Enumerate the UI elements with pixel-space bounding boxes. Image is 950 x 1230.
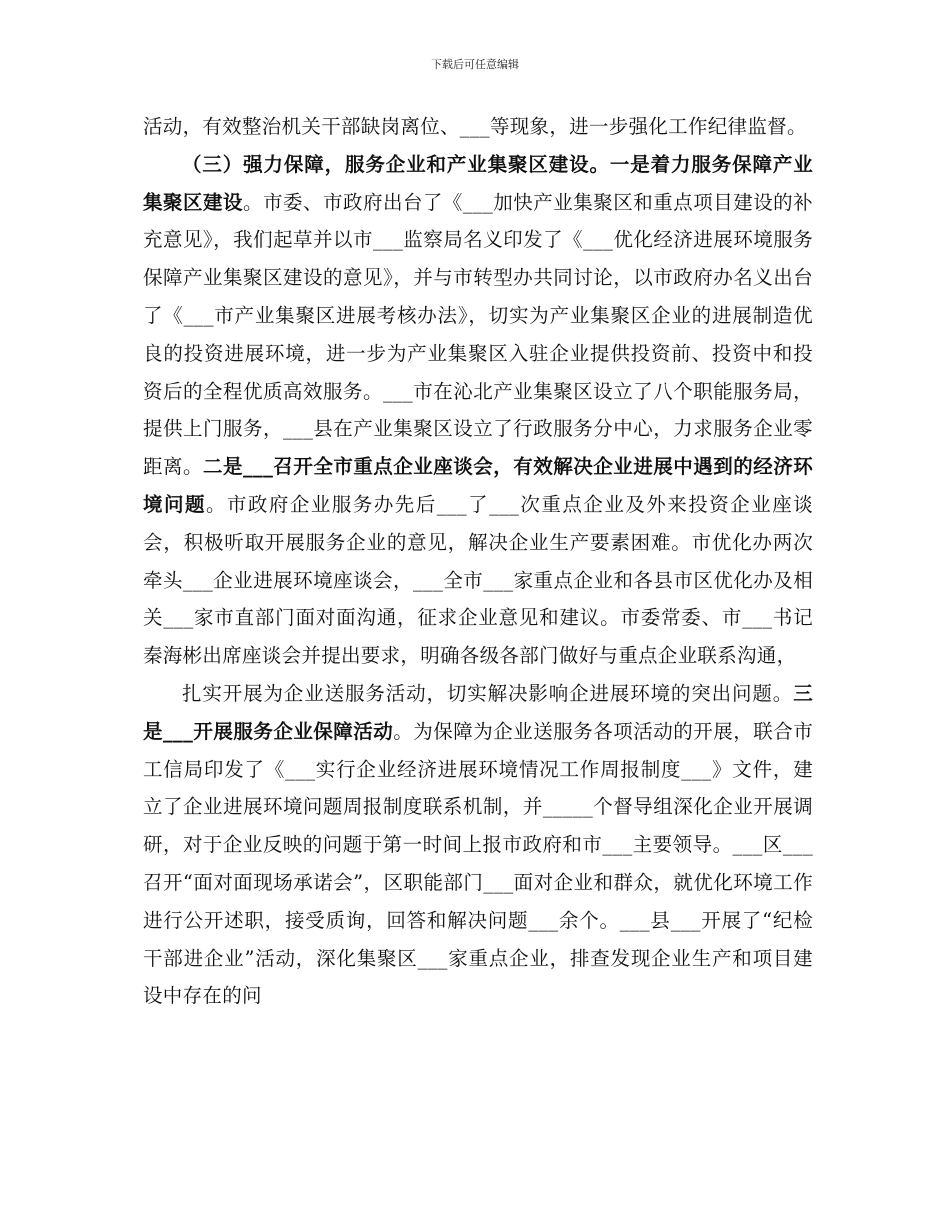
paragraph-1 <box>143 108 813 146</box>
document-body <box>143 108 813 1015</box>
bold-heading-point-three: 三是___开展服务企业保障活动 <box>143 681 813 743</box>
paragraph-text: 。市委、市政府出台了《___加快产业集聚区和重点项目建设的补充意见》，我们起草并以市___监察局名义印发了《___优化经济进展环境服务保障产业集聚区建设的意见》，并与市转型办共同讨论，以市政府办名义出台了《___市产业集聚区进展考核办法》，切实为产业集聚区企业的进展制造优良的投资进展环境，进一步为产业集聚区入驻企业提供投资前、投资中和投资后的全程优质高效服务。___市在沁北产业集聚区设立了八个职能服务局，提供上门服务，___县在产业集聚区设立了行政服务分中心，力求服务企业零距离。 <box>143 190 813 479</box>
paragraph-text: 活动，有效整治机关干部缺岗离位、___等现象，进一步强化工作纪律监督。 <box>143 115 807 138</box>
paragraph-text: 。为保障为企业送服务各项活动的开展，联合市工信局印发了《___实行企业经济进展环境情况工作周报制度___》文件，建立了企业进展环境问题周报制度联系机制，并_____个督导组深化企业开展调研，对于企业反映的问题于第一时间上报市政府和市___主要领导。___区___召开“面对面现场承诺会”，区职能部门___面对企业和群众，就优化环境工作进行公开述职，接受质询，回答和解决问题___余个。___县___开展了“纪检干部进企业”活动，深化集聚区___家重点企业，排查发现企业生产和项目建设中存在的问 <box>143 719 813 1008</box>
paragraph-3 <box>143 675 813 1015</box>
paragraph-text: 。市政府企业服务办先后___了___次重点企业及外来投资企业座谈会，积极听取开展服务企业的意见，解决企业生产要素困难。市优化办两次牵头___企业进展环境座谈会，___全市___家重点企业和各县市区优化办及相关___家市直部门面对面沟通，征求企业意见和建议。市委常委、市___书记秦海彬出席座谈会并提出要求，明确各级各部门做好与重点企业联系沟通， <box>143 492 813 668</box>
paragraph-text: 扎实开展为企业送服务活动，切实解决影响企进展环境的突出问题。 <box>182 681 794 705</box>
page-header: 下载后可任意编辑 <box>431 58 519 71</box>
paragraph-2 <box>143 146 813 675</box>
bold-heading-section-three: （三）强力保障，服务企业和产业集聚区建设。一是着力服务保障产业集聚区建设 <box>143 152 813 214</box>
bold-heading-point-two: 二是___召开全市重点企业座谈会，有效解决企业进展中遇到的经济环境问题 <box>143 455 813 516</box>
